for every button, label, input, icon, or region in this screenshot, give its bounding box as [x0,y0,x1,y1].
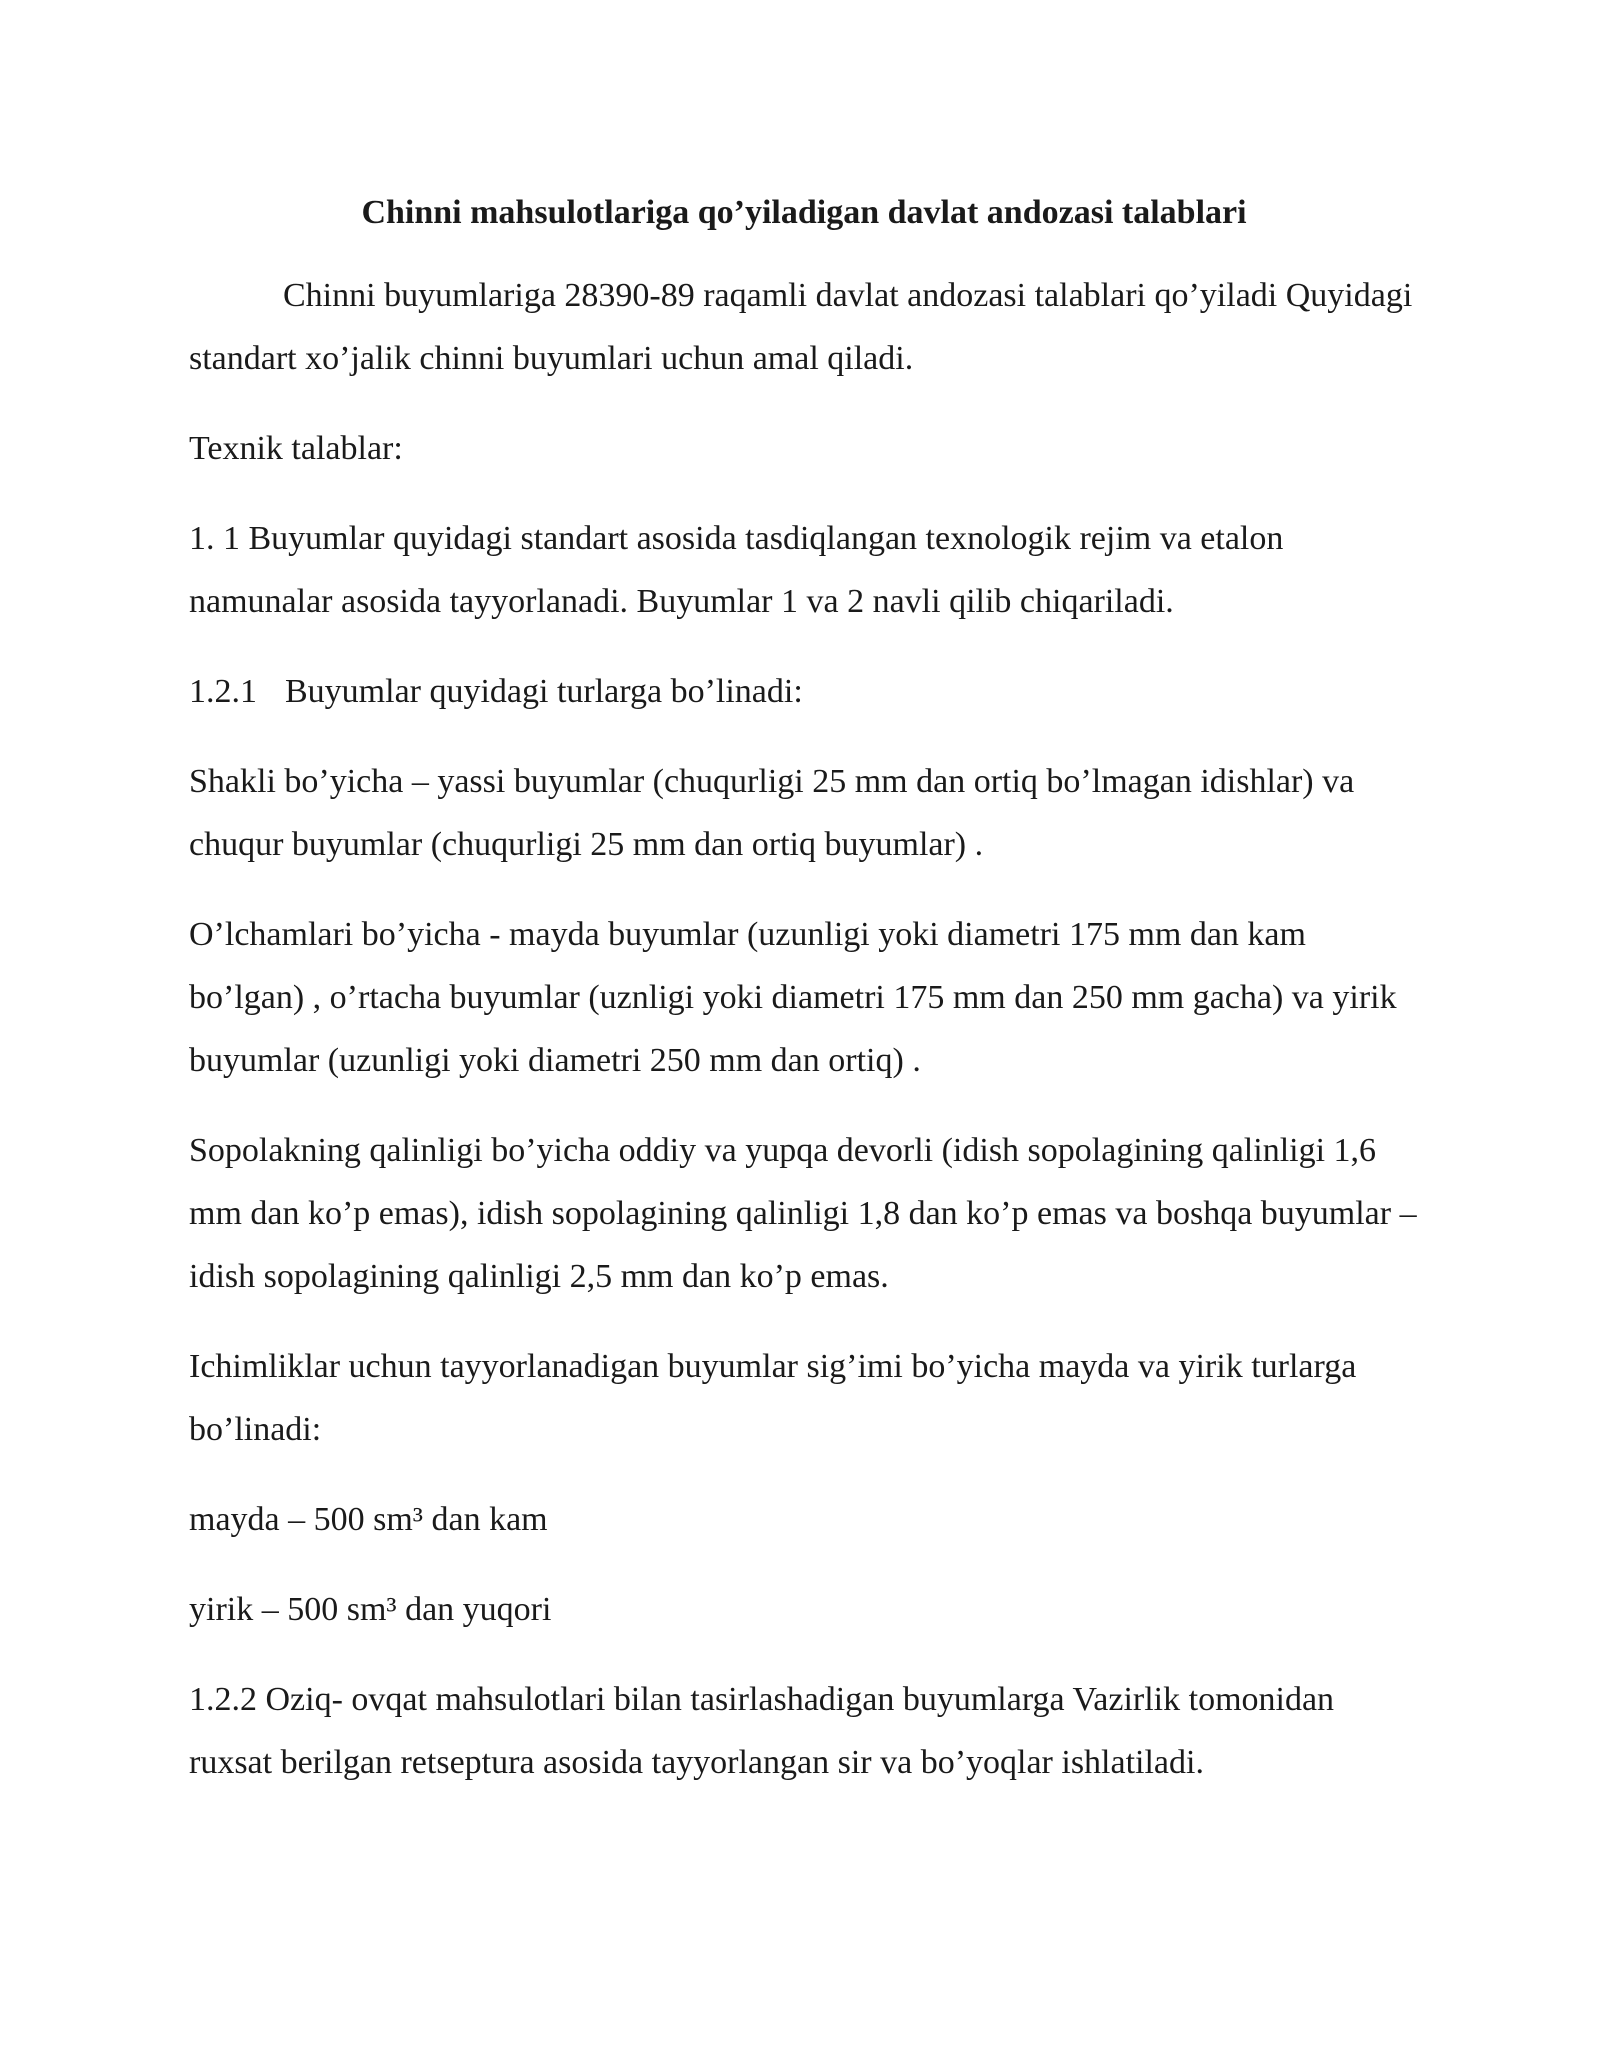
item-1-2-1-number: 1.2.1 [189,673,257,710]
item-1-2-1-paragraph [189,660,1419,723]
document-title: Chinni mahsulotlariga qo’yiladigan davlat andozasi talablari [361,194,1247,231]
item-1-1-paragraph: 1. 1 Buyumlar quyidagi standart asosida tasdiqlangan texnologik rejim va etalon namunalar asosida tayyorlanadi. Buyumlar 1 va 2 navli qilib chiqariladi. [189,520,1284,620]
thickness-paragraph: Sopolakning qalinligi bo’yicha oddiy va yupqa devorli (idish sopolagining qalinligi 1,6 mm dan ko’p emas), idish sopolagining qalinligi 1,8 dan ko’p emas va boshqa buyumlar – idish sopolagining qalinligi 2,5 mm dan ko’p emas. [189,1132,1417,1295]
small-volume-line: mayda – 500 sm³ dan kam [189,1501,548,1538]
drinks-paragraph: Ichimliklar uchun tayyorlanadigan buyumlar sig’imi bo’yicha mayda va yirik turlarga bo’linadi: [189,1348,1357,1448]
shape-paragraph: Shakli bo’yicha – yassi buyumlar (chuqurligi 25 mm dan ortiq bo’lmagan idishlar) va chuqur buyumlar (chuqurligi 25 mm dan ortiq buyumlar) . [189,763,1355,863]
large-volume-line: yirik – 500 sm³ dan yuqori [189,1591,552,1628]
item-1-2-1-text: Buyumlar quyidagi turlarga bo’linadi: [285,673,803,710]
document-body [189,190,1419,1821]
section-heading: Texnik talablar: [189,430,403,467]
intro-paragraph: Chinni buyumlariga 28390-89 raqamli davlat andozasi talablari qo’yiladi Quyidagi standart xo’jalik chinni buyumlari uchun amal qiladi. [189,277,1413,377]
item-1-2-2-paragraph: 1.2.2 Oziq- ovqat mahsulotlari bilan tasirlashadigan buyumlarga Vazirlik tomonidan ruxsat berilgan retseptura asosida tayyorlangan sir va bo’yoqlar ishlatiladi. [189,1681,1335,1781]
size-paragraph: O’lchamlari bo’yicha - mayda buyumlar (uzunligi yoki diametri 175 mm dan kam bo’lgan) , o’rtacha buyumlar (uznligi yoki diametri 175 mm dan 250 mm gacha) va yirik buyumlar (uzunligi yoki diametri 250 mm dan ortiq) . [189,916,1397,1079]
